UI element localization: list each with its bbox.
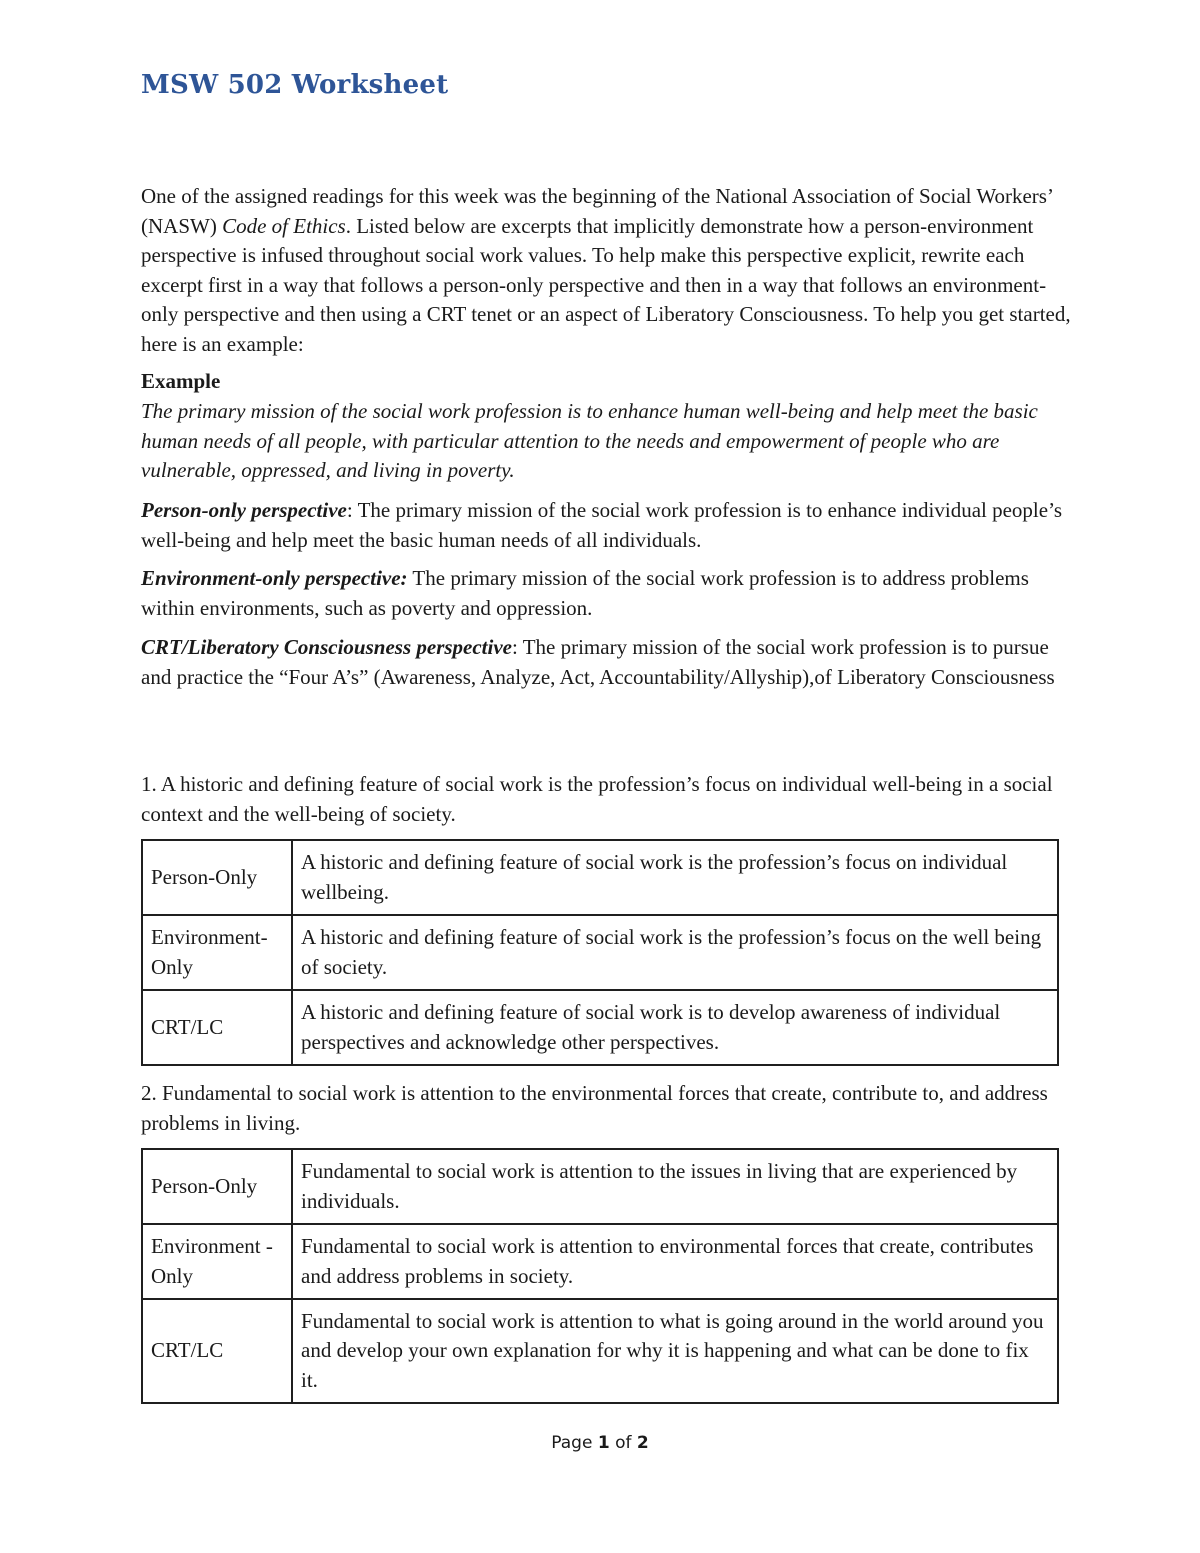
intro-text-1: One of the assigned readings for this week was the beginning of the National Association of Social Workers’ (NASW) bbox=[141, 184, 1053, 238]
row-label: Environment -Only bbox=[142, 1224, 292, 1299]
intro-text-2: . Listed below are excerpts that implicitly demonstrate how a person-environment perspective is infused throughout social work values. To help make this perspective explicit, rewrite each excerpt first in a way that follows a person-only perspective and then in a way that follows an environment-only perspective and then using a CRT tenet or an aspect of Liberatory Consciousness. To help you get started, here is an example: bbox=[141, 213, 1071, 356]
question-2-prompt: 2. Fundamental to social work is attention to the environmental forces that create, contribute to, and address problems in living. bbox=[141, 1081, 1048, 1135]
row-label: Environment-Only bbox=[142, 915, 292, 990]
person-only-example bbox=[141, 496, 1071, 555]
row-label: Person-Only bbox=[142, 840, 292, 915]
question-2-table bbox=[141, 1148, 1059, 1404]
row-answer: Fundamental to social work is attention to the issues in living that are experienced by individuals. bbox=[292, 1149, 1058, 1224]
page-footer bbox=[0, 1433, 1200, 1453]
table-row bbox=[142, 1149, 1058, 1224]
example-heading: Example bbox=[141, 369, 221, 393]
row-label: Person-Only bbox=[142, 1149, 292, 1224]
person-only-label: Person-only perspective bbox=[141, 498, 347, 522]
table-row bbox=[142, 990, 1058, 1065]
intro-code-of-ethics: Code of Ethics bbox=[222, 213, 346, 238]
table-row bbox=[142, 1299, 1058, 1403]
row-answer: Fundamental to social work is attention to what is going around in the world around you and develop your own explanation for why it is happening and what can be done to fix it. bbox=[292, 1299, 1058, 1403]
crt-lc-text: : The primary mission of the social work profession is to pursue and practice the “Four A’s” (Awareness, Analyze, Act, Accountability/Allyship),of Liberatory Consciousness bbox=[141, 635, 1055, 689]
table-row bbox=[142, 840, 1058, 915]
crt-lc-label: CRT/Liberatory Consciousness perspective bbox=[141, 635, 512, 659]
footer-prefix: Page bbox=[551, 1433, 598, 1453]
example-quote: The primary mission of the social work profession is to enhance human well-being and help meet the basic human needs of all people, with particular attention to the needs and empowerment of people who are vulnerable, oppressed, and living in poverty. bbox=[141, 399, 1038, 483]
environment-only-label: Environment-only perspective: bbox=[141, 566, 408, 590]
footer-middle: of bbox=[609, 1433, 637, 1453]
table-row bbox=[142, 1224, 1058, 1299]
footer-total-pages: 2 bbox=[636, 1433, 649, 1453]
page-title: MSW 502 Worksheet bbox=[141, 70, 449, 100]
row-label: CRT/LC bbox=[142, 990, 292, 1065]
person-only-text: : The primary mission of the social work profession is to enhance individual people’s well-being and help meet the basic human needs of all individuals. bbox=[141, 498, 1063, 552]
row-answer: A historic and defining feature of social work is to develop awareness of individual perspectives and acknowledge other perspectives. bbox=[292, 990, 1058, 1065]
intro-paragraph bbox=[141, 182, 1071, 360]
row-label: CRT/LC bbox=[142, 1299, 292, 1403]
row-answer: A historic and defining feature of social work is the profession’s focus on individual wellbeing. bbox=[292, 840, 1058, 915]
footer-current-page: 1 bbox=[597, 1433, 610, 1453]
environment-only-example bbox=[141, 564, 1071, 623]
question-1-prompt: 1. A historic and defining feature of social work is the profession’s focus on individual well-being in a social context and the well-being of society. bbox=[141, 772, 1053, 826]
table-row bbox=[142, 915, 1058, 990]
row-answer: A historic and defining feature of social work is the profession’s focus on the well being of society. bbox=[292, 915, 1058, 990]
question-1-table bbox=[141, 839, 1059, 1066]
environment-only-text: The primary mission of the social work profession is to address problems within environments, such as poverty and oppression. bbox=[141, 566, 1029, 620]
row-answer: Fundamental to social work is attention to environmental forces that create, contributes and address problems in society. bbox=[292, 1224, 1058, 1299]
crt-lc-example bbox=[141, 633, 1071, 692]
